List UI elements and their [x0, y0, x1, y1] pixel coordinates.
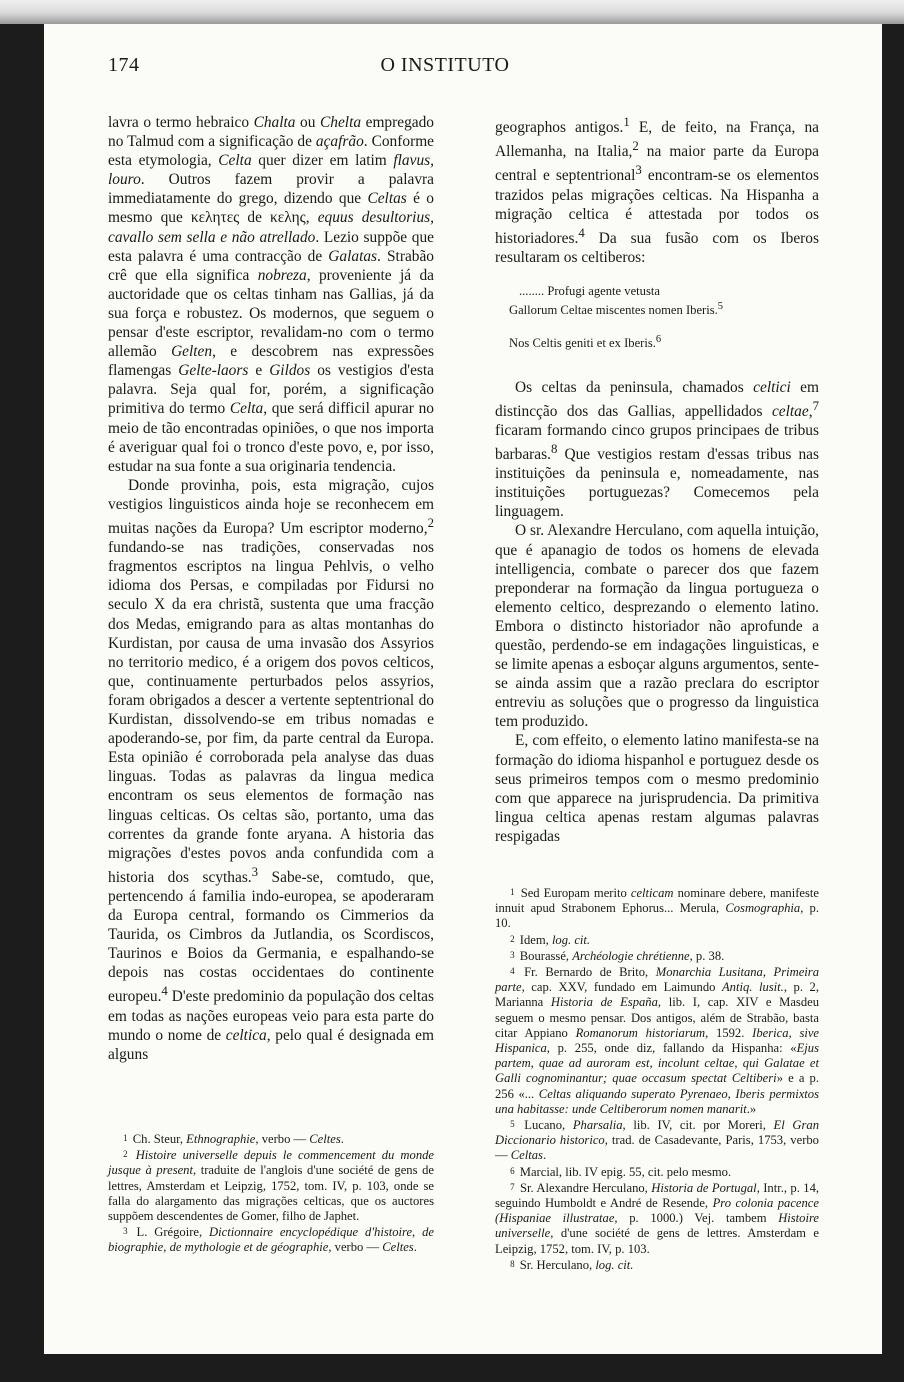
footnote: 4 Fr. Bernardo de Brito, Monarchia Lusitana, Primeira parte, cap. XXV, fundado em Laimundo Antiq. lusit., p. 2, Marianna Historia de España, lib. I, cap. XIV e Masdeu seguem o mesmo pensar. Dos antigos, além de Strabão, basta citar Appiano Romanorum historiarum, 1592. Iberica, sive Hispanica, p. 255, onde diz, fallando da Hispanha: «Ejus partem, quae ad auroram est, incolunt celtae, qui Galatae et Galli cognominantur; quae occasum spectat Celtiberi» e a p. 256 «... Celtas aliquando superato Pyrenaeo, Iberis permixtos una habitasse: unde Celtiberorum nomen manarit.» — [495, 965, 820, 1116]
left-paragraph-2: Donde provinha, pois, esta migração, cujos vestigios linguisticos ainda hoje se reconhecem em muitas nações da Europa? Um escriptor moderno,$^2$ fundando-se nas tradições, conservadas nos fragmentos escriptos na lingua Pehlvis, o velho idioma dos Persas, e compiladas por Fidursi no seculo X da era christã, sustenta que uma fracção dos Medas, emigrando para as altas montanhas do Kurdistan, por causa de uma invasão dos Assyrios no territorio medico, é a origem dos povos celticos, que, continuamente perturbados pelos assyrios, foram obrigados a descer a vertente septentrional do Kurdistan, dissolvendo-se em tribus nomadas e apoderando-se, por fim, da parte central da Europa. Esta opinião é corroborada pela analyse das duas linguas. Todas as palavras da lingua medica encontram os seus elementos de formação nas linguas celticas. Os celtas são, portanto, uma das correntes da grande fonte aryana. A historia das migrações d'estes povos anda confundida com a historia dos scythas.$^3$ Sabe-se, comtudo, que, pertencendo á familia indo-europea, se apoderaram da Europa central, formando os Cimmerios da Taurida, os Cimbros da Jutlandia, os Scordiscos, Taurinos e Boios da Germania, e espalhando-se depois nas costas occidentaes do continente europeu.$^4$ D'este predominio da população dos celtas em todas as nações europeas veio para esta parte do mundo o nome de celtica, pelo qual é designada em alguns — [108, 476, 434, 1063]
right-footnotes — [495, 885, 819, 1273]
running-header — [108, 54, 782, 80]
left-column — [108, 113, 434, 1064]
scanner-top-strip — [0, 0, 904, 24]
quote-line: Gallorum Celtae miscentes nomen Iberis.$^5$ — [509, 301, 724, 318]
right-paragraph-3: O sr. Alexandre Herculano, com aquella intuição, que é apanagio de todos os homens de elevada intelligencia, combate o parecer dos que fazem preponderar na formação da lingua portugueza o elemento celtico, desprezando o elemento latino. Embora o distincto historiador não aprofunde a questão, perdendo-se em indagações linguisticas, e se limite apenas a esboçar alguns argumentos, sente-se ainda assim que a razão preclara do escriptor entreviu as soluções que o progresso da linguistica tem produzido. — [495, 522, 819, 731]
footnote: 7 Sr. Alexandre Herculano, Historia de Portugal, Intr., p. 14, seguindo Humboldt e André de Resende, Pro colonia pacence (Hispaniae illustratae, p. 1000.) Vej. tambem Histoire universelle, d'une société de gens de lettres. Amsterdam e Leipzig, 1752, tom. IV, p. 103. — [495, 1180, 820, 1256]
footnote: 2 Histoire universelle depuis le commencement du monde jusque à present, traduite de l'anglois d'une société de gens de lettres, Amsterdam et Leipzig, 1752, tom. IV, p. 103, onde se falla do alargamento das migrações celticas, que os auctores suppõem descendentes de Gomer, filho de Japhet. — [108, 1148, 435, 1224]
right-paragraph-4: E, com effeito, o elemento latino manifesta-se na formação do idioma hispanhol e portuguez desde os seus primeiros tempos com o mesmo predominio com que apparece na jurisprudencia. Da primitiva lingua celtica apenas restam algumas palavras respigadas — [495, 732, 819, 845]
left-footnotes — [108, 1131, 434, 1256]
latin-quote-2: Nos Celtis geniti et ex Iberis.$^6$ — [509, 334, 662, 351]
right-paragraph-2: Os celtas da peninsula, chamados celtici em distincção dos das Gallias, appellidados celtae,$^7$ ficaram formando cinco grupos principaes de tribus barbaras.$^8$ Que vestigios restam d'essas tribus nas instituições da peninsula e, nomeadamente, nas instituições portuguezas? Comecemos pela linguagem. — [495, 378, 819, 521]
footnote: 8 Sr. Herculano, log. cit. — [510, 1257, 634, 1272]
right-column — [495, 113, 819, 846]
journal-title: O INSTITUTO — [380, 54, 510, 76]
footnote: 1 Sed Europam merito celticam nominare debere, manifeste innuit apud Strabonem Ephorus... Merula, Cosmographia, p. 10. — [495, 886, 820, 931]
footnote: 5 Lucano, Pharsalia, lib. IV, cit. por Moreri, El Gran Diccionario historico, trad. de Casadevante, Paris, 1753, verbo — Celtas. — [495, 1118, 819, 1163]
footnote: 2 Idem, log. cit. — [510, 932, 591, 947]
right-paragraph-1: geographos antigos.$^1$ E, de feito, na França, na Allemanha, na Italia,$^2$ na maior parte da Europa central e septentrional$^3$ encontram-se os elementos trazidos pelas migrações celticas. Na Hispanha a migração celtica é attestada por todos os historiadores.$^4$ Da sua fusão com os Iberos resultaram os celtiberos: — [495, 115, 819, 267]
quote-line: ........ Profugi agente vetusta — [519, 284, 660, 299]
left-paragraph-1: lavra o termo hebraico Chalta ou Chelta empregado no Talmud com a significação de açafrão. Conforme esta etymologia, Celta quer dizer em latim flavus, louro. Outros fazem provir a palavra immediatamente do grego, dizendo que Celtas é o mesmo que κελητες de κελης, equus desultorius, cavallo sem sella e não atrellado. Lezio suppõe que esta palavra é uma contracção de Galatas. Strabão crê que ella significa nobreza, proveniente já da auctoridade que os celtas tinham nas Gallias, já da sua força e robustez. Os modernos, que seguem o pensar d'este escriptor, revalidam-no com o termo allemão Gelten, e descobrem nas expressões flamengas Gelte-laors e Gildos os vestigios d'esta palavra. Seja qual for, porém, a significação primitiva do termo Celta, que será difficil apurar no meio de tão encontradas opiniões, o que nos importa é averiguar qual foi o tronco d'este povo, e, por isso, estudar na sua fonte a sua originaria tendencia. — [108, 114, 435, 475]
footnote: 1 Ch. Steur, Ethnographie, verbo — Celtes. — [123, 1132, 344, 1146]
footnote: 6 Marcial, lib. IV epig. 55, cit. pelo mesmo. — [510, 1164, 732, 1179]
footnote: 3 Bourassé, Archéologie chrétienne, p. 38. — [510, 948, 725, 963]
footnote: 3 L. Grégoire, Dictionnaire encyclopédique d'histoire, de biographie, de mythologie et de géographie, verbo — Celtes. — [108, 1225, 434, 1255]
page-number: 174 — [108, 54, 140, 76]
latin-quote-1 — [509, 283, 819, 318]
